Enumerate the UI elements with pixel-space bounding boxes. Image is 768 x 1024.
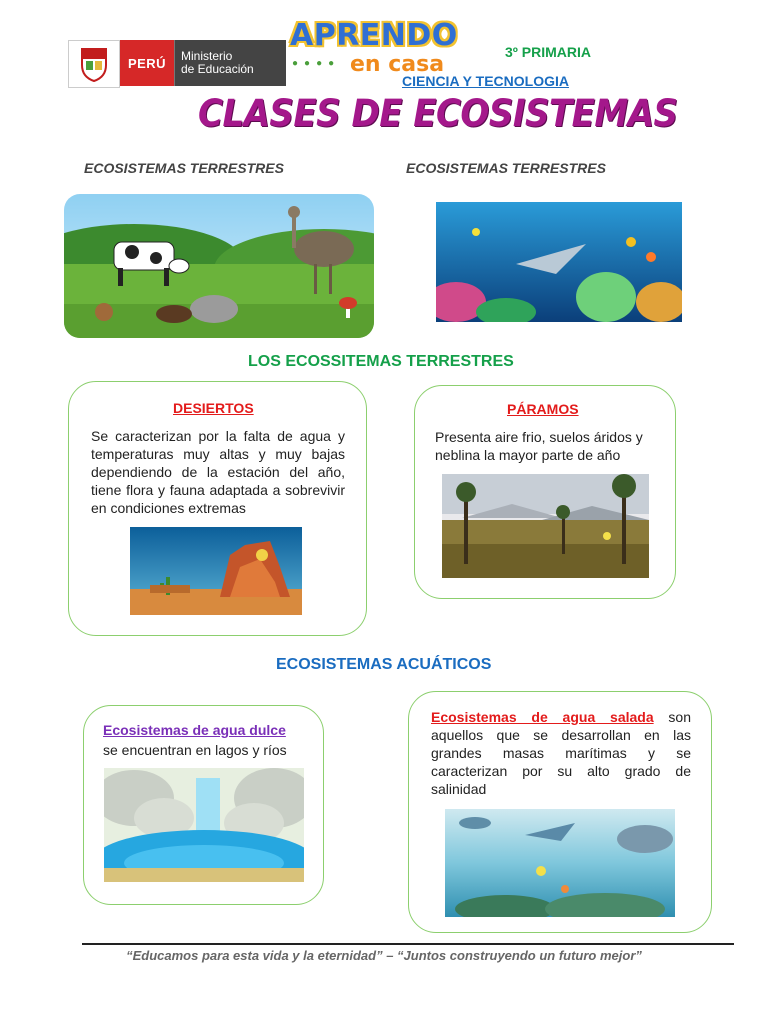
coat-of-arms-icon (68, 40, 120, 88)
freshwater-title: Ecosistemas de agua dulce (103, 722, 286, 738)
aprendo-en-casa-logo (290, 18, 458, 77)
freshwater-description: se encuentran en lagos y ríos (103, 742, 287, 758)
freshwater-image (104, 768, 304, 882)
terrestrial-section-title: LOS ECOSSITEMAS TERRESTRES (248, 353, 514, 370)
paramo-description: Presenta aire frio, suelos áridos y neblina la mayor parte de año (435, 429, 643, 463)
aquatic-ecosystem-image (436, 202, 682, 322)
desert-description: Se caracterizan por la falta de agua y temperaturas muy altas y muy bajas dependiendo de la estación del año, tiene flora y fauna adaptada a sobrevivir en condiciones extremas (91, 428, 345, 516)
desert-title: DESIERTOS (173, 400, 254, 416)
program-subtitle: en casa (350, 52, 445, 77)
page-title: CLASES DE ECOSISTEMAS (198, 92, 678, 136)
label-terrestrial-right: ECOSISTEMAS TERRESTRES (406, 160, 606, 176)
saltwater-card (408, 691, 712, 933)
aquatic-section-title: ECOSISTEMAS ACUÁTICOS (276, 656, 492, 673)
paramo-image (442, 474, 649, 578)
freshwater-card (83, 705, 324, 905)
terrestrial-ecosystem-image (64, 194, 374, 338)
saltwater-title: Ecosistemas de agua salada (431, 709, 654, 725)
desert-image (130, 527, 302, 615)
footer-divider (82, 943, 734, 945)
paramo-title: PÁRAMOS (507, 401, 579, 417)
grade-label: 3º PRIMARIA (505, 44, 592, 60)
ministry-logo (68, 40, 288, 86)
ministry-line-1: Ministerio (181, 49, 233, 63)
program-title: APRENDO (290, 18, 458, 53)
desert-card (68, 381, 367, 636)
paramo-card (414, 385, 676, 599)
ministry-name (174, 40, 286, 86)
footer-motto: “Educamos para esta vida y la eternidad” – “Juntos construyendo un futuro mejor” (126, 948, 642, 963)
peru-label: PERÚ (120, 40, 174, 86)
subject-label: CIENCIA Y TECNOLOGIA (402, 73, 569, 89)
saltwater-description: son aquellos que se desarrollan en las grandes masas marítimas y se caracterizan por su alto grado de salinidad (431, 709, 692, 797)
ministry-line-2: de Educación (181, 62, 254, 76)
saltwater-paragraph (431, 708, 691, 798)
decorative-dots-icon: ●●●● (292, 58, 341, 69)
saltwater-image (445, 809, 675, 917)
label-terrestrial-left: ECOSISTEMAS TERRESTRES (84, 160, 284, 176)
